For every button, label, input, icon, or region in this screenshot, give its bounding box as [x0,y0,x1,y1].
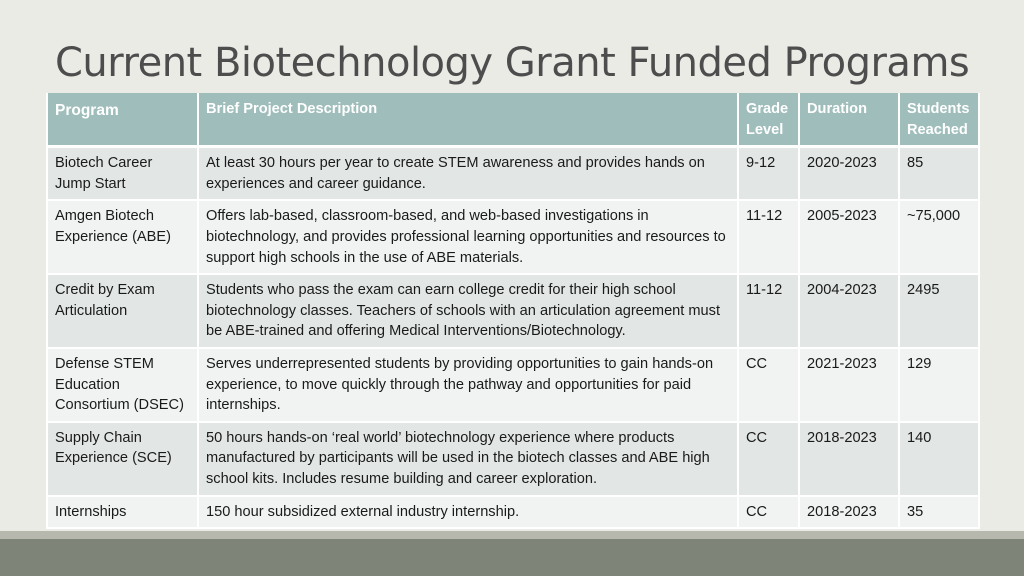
header-description: Brief Project Description [198,93,738,147]
cell-students: 85 [899,147,979,201]
cell-duration: 2004-2023 [799,274,899,348]
cell-program: Biotech Career Jump Start [47,147,198,201]
cell-grade: CC [738,348,799,422]
header-duration: Duration [799,93,899,147]
cell-program: Internships [47,496,198,529]
table-row [47,147,979,201]
cell-students: ~75,000 [899,200,979,274]
footer-accent-strip [0,531,1024,539]
cell-duration: 2005-2023 [799,200,899,274]
programs-table [46,93,980,529]
cell-students: 2495 [899,274,979,348]
header-students-reached: Students Reached [899,93,979,147]
cell-description: 50 hours hands-on ‘real world’ biotechnology experience where products manufactured by participants will be used in the biotech classes and ABE high school kits. Includes resume building and career exploration. [198,422,738,496]
cell-program: Defense STEM Education Consortium (DSEC) [47,348,198,422]
cell-description: Students who pass the exam can earn college credit for their high school biotechnology classes. Teachers of schools with an articulation agreement must be ABE-trained and offering Medical Interventions/Biotechnology. [198,274,738,348]
cell-duration: 2018-2023 [799,422,899,496]
table-row [47,422,979,496]
cell-students: 129 [899,348,979,422]
cell-duration: 2021-2023 [799,348,899,422]
table-row [47,274,979,348]
cell-grade: CC [738,496,799,529]
cell-description: 150 hour subsidized external industry internship. [198,496,738,529]
header-grade-level: Grade Level [738,93,799,147]
cell-program: Credit by Exam Articulation [47,274,198,348]
cell-program: Supply Chain Experience (SCE) [47,422,198,496]
cell-duration: 2020-2023 [799,147,899,201]
footer-bar [0,539,1024,576]
table-row [47,348,979,422]
cell-students: 35 [899,496,979,529]
cell-grade: 11-12 [738,274,799,348]
cell-description: Serves underrepresented students by providing opportunities to gain hands-on experience, to move quickly through the pathway and opportunities for paid internships. [198,348,738,422]
header-program: Program [47,93,198,147]
cell-grade: 9-12 [738,147,799,201]
cell-description: Offers lab-based, classroom-based, and web-based investigations in biotechnology, and provides professional learning opportunities and resources to support high schools in the use of ABE materials. [198,200,738,274]
cell-description: At least 30 hours per year to create STEM awareness and provides hands on experiences and career guidance. [198,147,738,201]
table-row [47,200,979,274]
cell-grade: CC [738,422,799,496]
cell-grade: 11-12 [738,200,799,274]
slide-title: Current Biotechnology Grant Funded Programs [55,40,970,86]
table-row [47,496,979,529]
table-header-row [47,93,979,147]
cell-students: 140 [899,422,979,496]
cell-program: Amgen Biotech Experience (ABE) [47,200,198,274]
cell-duration: 2018-2023 [799,496,899,529]
